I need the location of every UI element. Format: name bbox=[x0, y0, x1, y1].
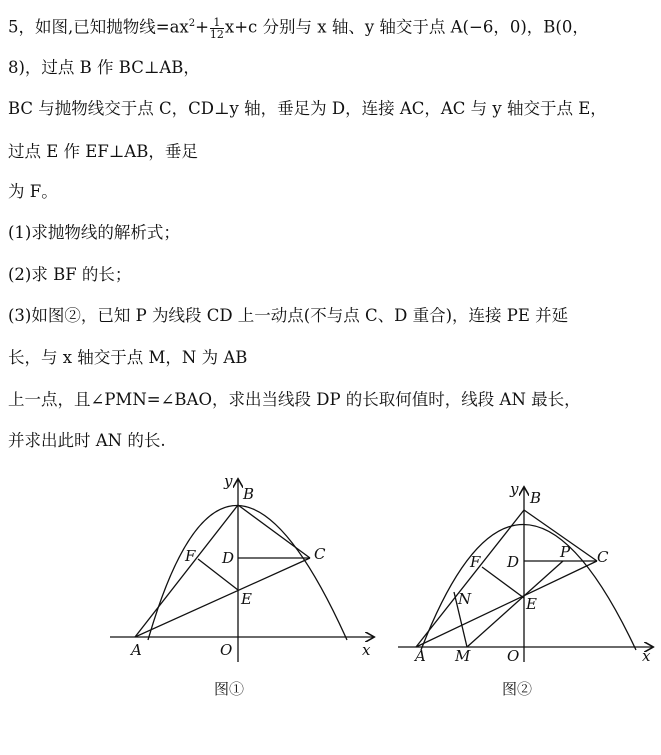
label-e: E bbox=[526, 595, 537, 613]
fraction bbox=[210, 17, 224, 40]
question-3-line-3: 上一点，且∠PMN=∠BAO，求出当线段 DP 的长取何值时，线段 AN 最长， bbox=[8, 390, 581, 409]
label-b: B bbox=[243, 485, 255, 503]
label-f: F bbox=[470, 553, 481, 571]
label-a: A bbox=[131, 641, 142, 659]
problem-text: 5，如图,已知抛物线=ax bbox=[8, 17, 189, 37]
problem-line-5: 为 F。 bbox=[8, 182, 58, 201]
segment-ac bbox=[416, 561, 597, 647]
figure-2-caption: 图② bbox=[502, 680, 533, 698]
problem-line-4: 过点 E 作 EF⊥AB，垂足 bbox=[8, 142, 198, 161]
label-o: O bbox=[507, 647, 520, 665]
label-c: C bbox=[597, 548, 609, 566]
label-x: x bbox=[642, 647, 651, 665]
label-p: P bbox=[560, 543, 571, 561]
label-m: M bbox=[455, 647, 471, 665]
question-2: (2)求 BF 的长； bbox=[8, 265, 132, 284]
label-o: O bbox=[220, 641, 233, 659]
problem-text: x+c 分别与 x 轴、y 轴交于点 A(−6，0)，B(0， bbox=[224, 17, 589, 37]
segment-ab bbox=[416, 510, 524, 647]
segment-ef bbox=[482, 567, 524, 598]
question-3-line-1: (3)如图②，已知 P 为线段 CD 上一动点(不与点 C、D 重合)，连接 PE 并延 bbox=[8, 306, 569, 325]
figure-2 bbox=[388, 470, 658, 730]
label-f: F bbox=[185, 547, 196, 565]
label-b: B bbox=[530, 489, 542, 507]
label-n: N bbox=[458, 590, 472, 608]
segment-bc bbox=[238, 505, 310, 558]
fraction-numerator: 1 bbox=[210, 17, 224, 29]
problem-line-1 bbox=[8, 12, 589, 40]
label-a: A bbox=[415, 647, 426, 665]
label-e: E bbox=[241, 590, 252, 608]
label-d: D bbox=[222, 549, 235, 567]
problem-line-2: 8)，过点 B 作 BC⊥AB， bbox=[8, 58, 200, 77]
exponent: 2 bbox=[188, 18, 196, 29]
segment-ab bbox=[135, 505, 238, 637]
label-d: D bbox=[507, 553, 520, 571]
problem-line-3: BC 与抛物线交于点 C，CD⊥y 轴，垂足为 D，连接 AC，AC 与 y 轴交于点 E， bbox=[8, 99, 607, 118]
parabola bbox=[148, 506, 347, 641]
fraction-denominator: 12 bbox=[209, 27, 224, 41]
parabola bbox=[421, 525, 636, 651]
label-y: y bbox=[510, 480, 519, 498]
plus-sign: + bbox=[195, 17, 209, 37]
label-y: y bbox=[224, 472, 233, 490]
question-1: (1)求抛物线的解析式； bbox=[8, 223, 180, 242]
question-3-line-4: 并求出此时 AN 的长. bbox=[8, 431, 166, 450]
question-3-line-2: 长，与 x 轴交于点 M，N 为 AB bbox=[8, 348, 248, 367]
label-c: C bbox=[314, 545, 326, 563]
figure-1 bbox=[100, 470, 400, 730]
segment-pm bbox=[467, 561, 563, 647]
figure-1-caption: 图① bbox=[214, 680, 245, 698]
label-x: x bbox=[362, 641, 371, 659]
